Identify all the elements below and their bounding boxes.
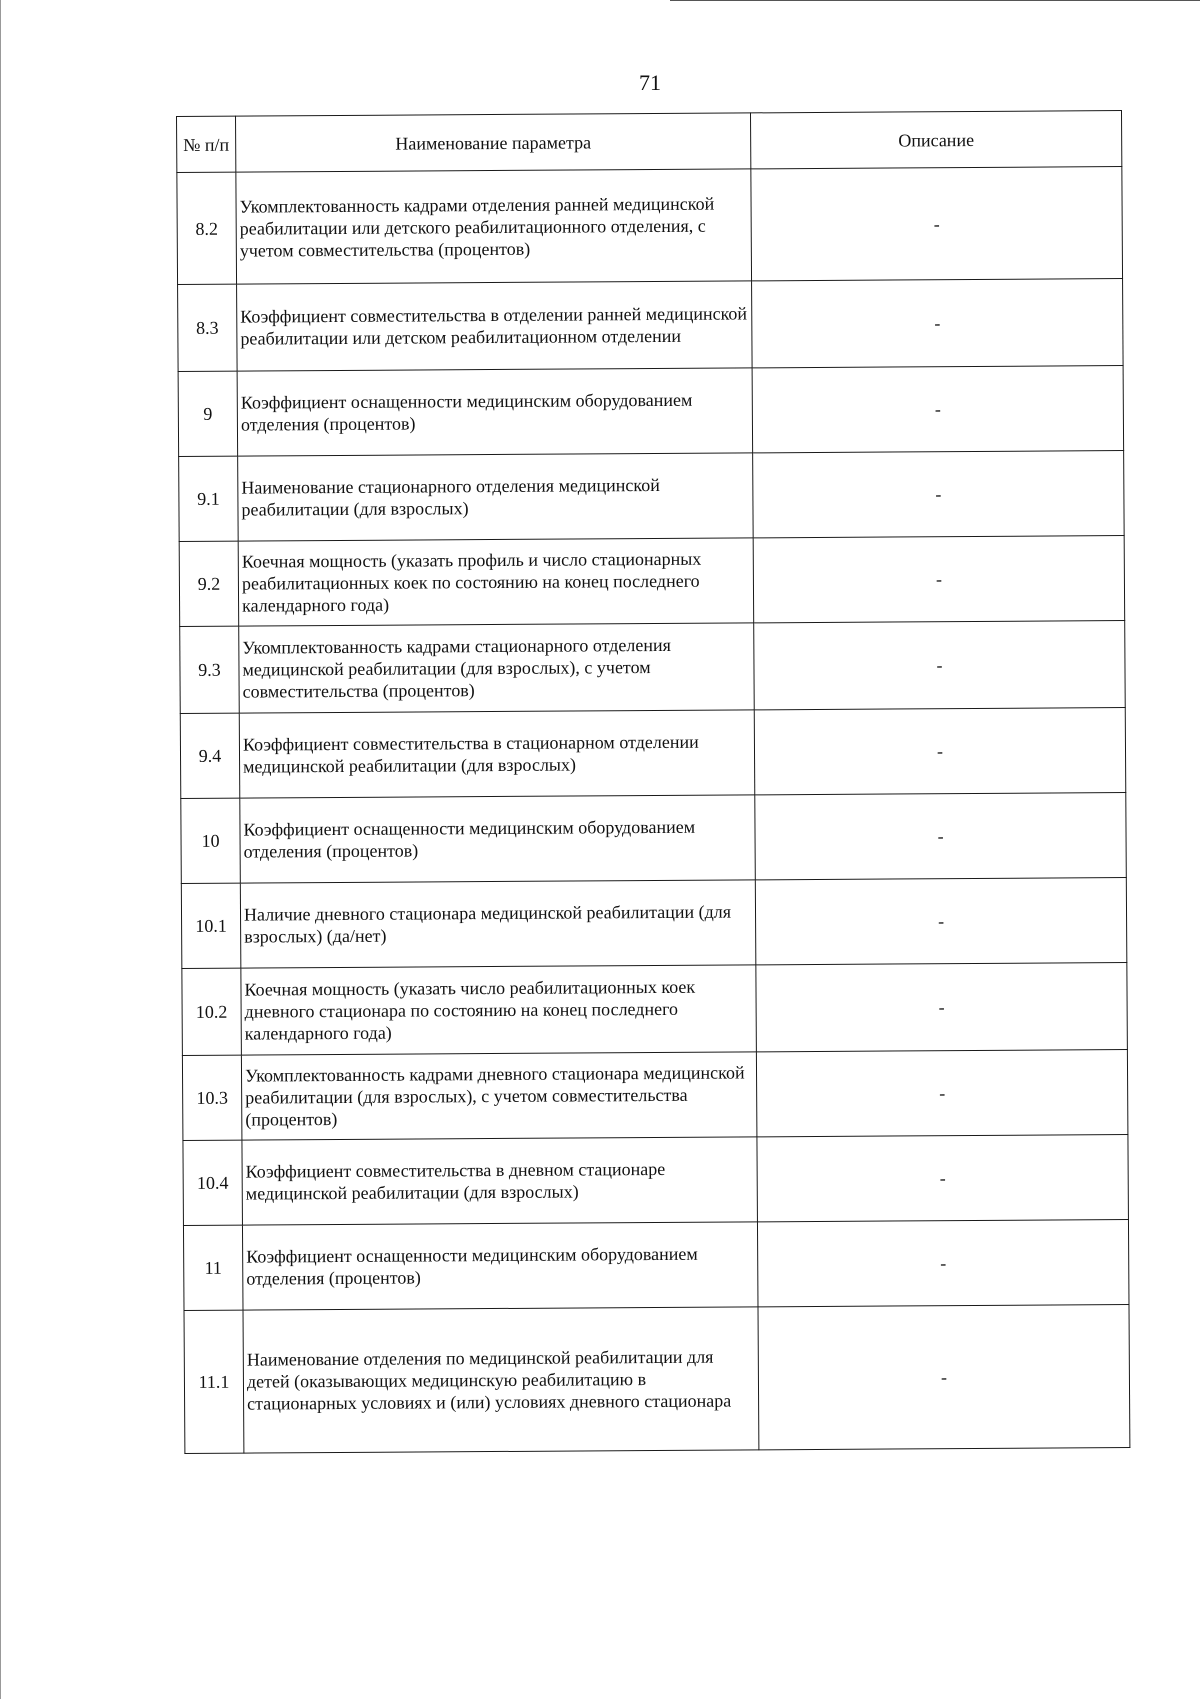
row-parameter-name: Укомплектованность кадрами дневного стационара медицинской реабилитации (для взрослых), с учетом совместительства (процентов): [241, 1052, 757, 1140]
row-description: -: [752, 279, 1124, 368]
table-row: [181, 878, 1127, 969]
row-number: 9: [178, 371, 238, 456]
row-description: -: [752, 366, 1124, 453]
header-description: Описание: [750, 111, 1121, 169]
row-number: 10.3: [182, 1055, 242, 1140]
row-parameter-name: Укомплектованность кадрами отделения ранней медицинской реабилитации или детского реабилитационного отделения, с учетом совместительства (процентов): [236, 169, 752, 284]
row-description: -: [754, 708, 1126, 795]
row-parameter-name: Коэффициент оснащенности медицинским оборудованием отделения (процентов): [237, 368, 753, 456]
scan-edge-top: [670, 0, 1200, 1]
row-number: 10.1: [181, 883, 241, 968]
table-row: [181, 793, 1127, 884]
row-number: 8.3: [178, 284, 238, 371]
row-number: 10.2: [182, 968, 242, 1055]
row-parameter-name: Коэффициент совместительства в стационарном отделении медицинской реабилитации (для взрослых): [239, 710, 755, 798]
row-number: 11: [183, 1225, 243, 1310]
row-description: -: [755, 878, 1127, 965]
table-body: [177, 167, 1130, 1454]
row-parameter-name: Коэффициент совместительства в отделении ранней медицинской реабилитации или детском реабилитационном отделении: [237, 281, 753, 371]
table-row: [180, 621, 1126, 714]
row-parameter-name: Коэффициент оснащенности медицинским оборудованием отделения (процентов): [242, 1222, 758, 1310]
row-description: -: [751, 167, 1123, 281]
row-number: 9.4: [180, 713, 240, 798]
header-number: № п/п: [177, 116, 236, 172]
row-description: -: [758, 1305, 1130, 1450]
row-parameter-name: Наличие дневного стационара медицинской реабилитации (для взрослых) (да/нет): [240, 880, 756, 968]
table-row: [183, 1220, 1129, 1311]
table-row: [179, 451, 1125, 542]
row-parameter-name: Коечная мощность (указать профиль и число стационарных реабилитационных коек по состоянию на конец последнего календарного года): [238, 538, 754, 626]
page-number: 71: [639, 70, 661, 95]
row-description: -: [756, 963, 1128, 1052]
row-number: 8.2: [177, 172, 237, 284]
row-description: -: [753, 536, 1125, 623]
table-row: [177, 167, 1123, 285]
table-row: [182, 963, 1128, 1056]
scan-edge-left: [0, 0, 1, 1699]
row-description: -: [754, 621, 1126, 710]
row-description: -: [753, 451, 1125, 538]
row-parameter-name: Коэффициент совместительства в дневном стационаре медицинской реабилитации (для взрослых): [242, 1137, 758, 1225]
row-number: 9.2: [179, 541, 239, 626]
parameters-table: [176, 110, 1130, 1454]
row-number: 9.1: [179, 456, 239, 541]
table-header-row: [177, 111, 1122, 173]
row-parameter-name: Коэффициент оснащенности медицинским оборудованием отделения (процентов): [240, 795, 756, 883]
row-parameter-name: Укомплектованность кадрами стационарного отделения медицинской реабилитации (для взрослых), с учетом совместительства (процентов): [239, 623, 755, 713]
table-row: [179, 536, 1125, 627]
row-description: -: [755, 793, 1127, 880]
table-row: [182, 1050, 1128, 1141]
table-row: [178, 279, 1124, 372]
row-description: -: [757, 1220, 1129, 1307]
row-parameter-name: Наименование стационарного отделения медицинской реабилитации (для взрослых): [238, 453, 754, 541]
row-number: 10.4: [183, 1140, 243, 1225]
row-number: 9.3: [180, 626, 240, 713]
row-description: -: [756, 1050, 1128, 1137]
table-row: [178, 366, 1124, 457]
table-row: [180, 708, 1126, 799]
header-name: Наименование параметра: [236, 113, 751, 172]
row-description: -: [757, 1135, 1129, 1222]
table-row: [184, 1305, 1130, 1454]
table-row: [183, 1135, 1129, 1226]
row-number: 10: [181, 798, 241, 883]
row-parameter-name: Коечная мощность (указать число реабилитационных коек дневного стационара по состоянию на конец последнего календарного года): [241, 965, 757, 1055]
row-number: 11.1: [184, 1310, 244, 1453]
row-parameter-name: Наименование отделения по медицинской реабилитации для детей (оказывающих медицинскую реабилитацию в стационарных условиях и (или) условиях дневного стационара: [243, 1307, 759, 1453]
